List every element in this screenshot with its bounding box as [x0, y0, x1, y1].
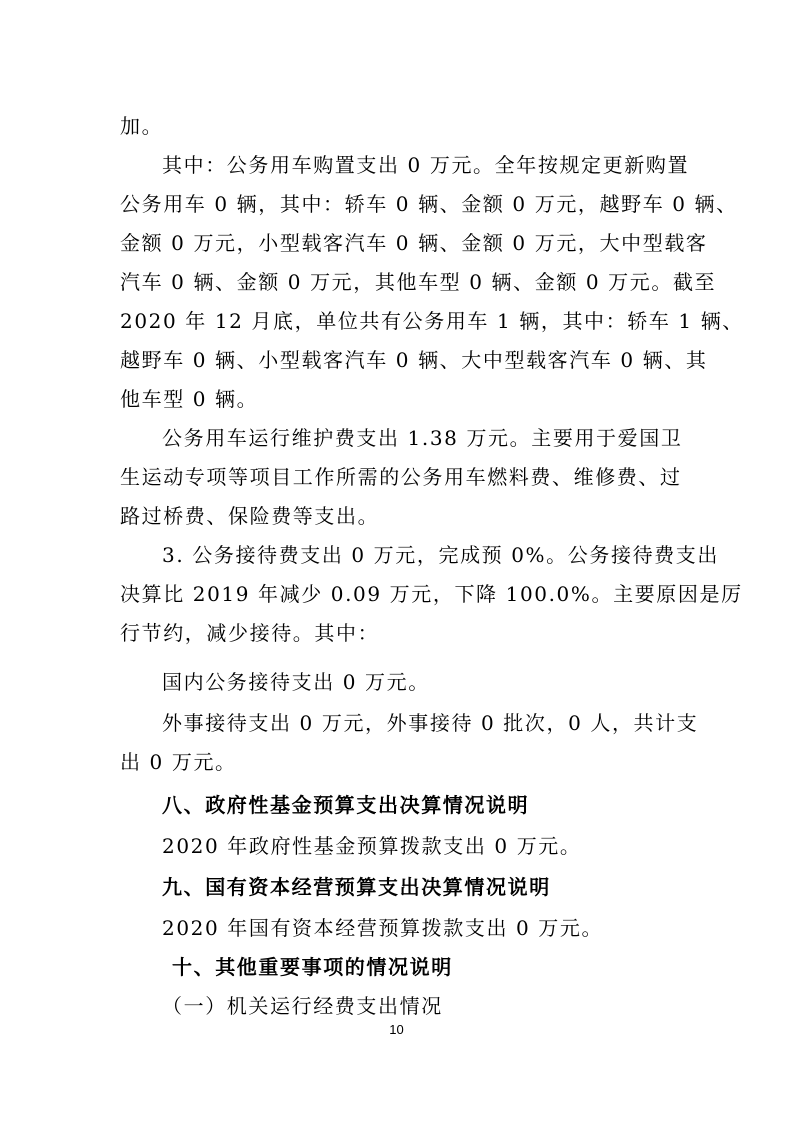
text-line: 出 0 万元。	[120, 750, 237, 774]
text-line: 路过桥费、保险费等支出。	[120, 504, 380, 528]
paragraph-start-line: 2020 年国有资本经营预算拨款支出 0 万元。	[162, 916, 604, 940]
paragraph-start-line: 其中：公务用车购置支出 0 万元。全年按规定更新购置	[162, 153, 690, 177]
section-heading-9: 九、国有资本经营预算支出决算情况说明	[162, 875, 551, 899]
text-line: 加。	[120, 114, 164, 138]
paragraph-start-line: 外事接待支出 0 万元，外事接待 0 批次，0 人，共计支	[162, 711, 699, 735]
subsection-heading: （一）机关运行经费支出情况	[162, 994, 443, 1018]
text-line: 决算比 2019 年减少 0.09 万元，下降 100.0%。主要原因是厉	[120, 582, 743, 606]
text-line: 2020 年 12 月底，单位共有公务用车 1 辆，其中：轿车 1 辆、	[120, 309, 744, 333]
text-line: 生运动专项等项目工作所需的公务用车燃料费、维修费、过	[120, 465, 682, 489]
paragraph-start-line: 3. 公务接待费支出 0 万元，完成预 0%。公务接待费支出	[162, 543, 719, 567]
text-line: 金额 0 万元，小型载客汽车 0 辆、金额 0 万元，大中型载客	[120, 231, 708, 255]
section-heading-8: 八、政府性基金预算支出决算情况说明	[162, 793, 530, 817]
text-line: 行节约，减少接待。其中：	[120, 621, 380, 645]
text-line: 他车型 0 辆。	[120, 387, 259, 411]
paragraph-start-line: 2020 年政府性基金预算拨款支出 0 万元。	[162, 834, 582, 858]
page-number: 10	[389, 1022, 404, 1037]
text-line: 汽车 0 辆、金额 0 万元，其他车型 0 辆、金额 0 万元。截至	[120, 270, 717, 294]
text-line: 公务用车 0 辆，其中：轿车 0 辆、金额 0 万元，越野车 0 辆、	[120, 192, 738, 216]
paragraph-start-line: 国内公务接待支出 0 万元。	[162, 670, 430, 694]
paragraph-start-line: 公务用车运行维护费支出 1.38 万元。主要用于爱国卫	[162, 426, 683, 450]
section-heading-10: 十、其他重要事项的情况说明	[172, 955, 453, 979]
text-line: 越野车 0 辆、小型载客汽车 0 辆、大中型载客汽车 0 辆、其	[120, 348, 708, 372]
